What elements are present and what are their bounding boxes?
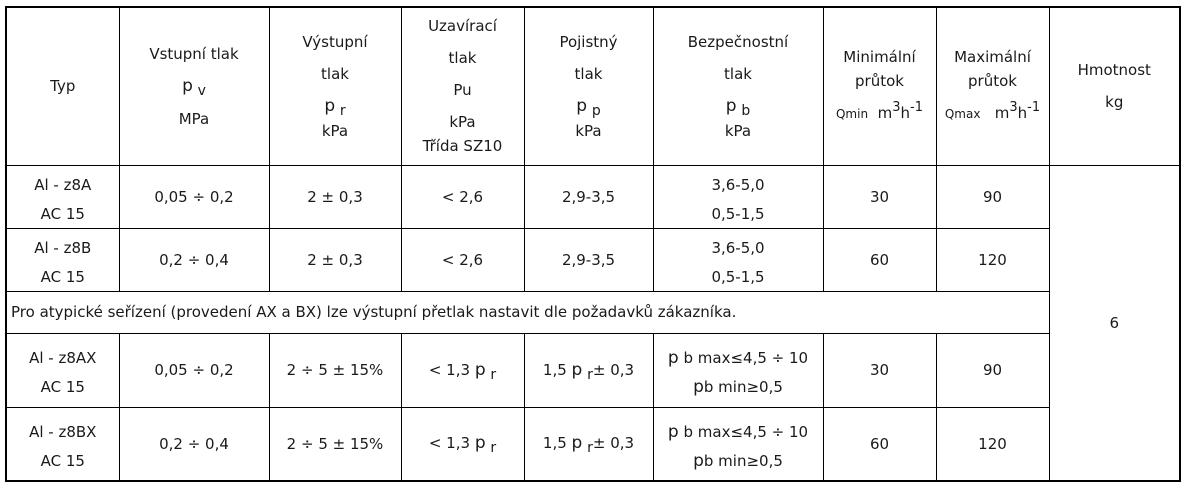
table-row (6, 165, 1180, 228)
header-vstupni-tlak: Vstupní tlak p v MPa (119, 7, 269, 165)
cell-qmin: 30 (823, 333, 936, 407)
cell-pojistny: 2,9-3,5 (524, 228, 653, 291)
table-row (6, 407, 1180, 481)
header-row (6, 7, 1180, 165)
cell-qmax: 90 (936, 165, 1049, 228)
cell-typ: Al - z8AX AC 15 (6, 333, 119, 407)
cell-vystupni: 2 ÷ 5 ± 15% (269, 333, 401, 407)
cell-qmax: 120 (936, 407, 1049, 481)
note-row (6, 291, 1180, 333)
cell-qmax: 90 (936, 333, 1049, 407)
cell-typ: Al - z8BX AC 15 (6, 407, 119, 481)
cell-pojistny: 2,9-3,5 (524, 165, 653, 228)
cell-vstupni: 0,05 ÷ 0,2 (119, 333, 269, 407)
cell-vstupni: 0,2 ÷ 0,4 (119, 228, 269, 291)
cell-qmin: 30 (823, 165, 936, 228)
cell-uzaviraci: < 2,6 (401, 165, 524, 228)
header-minimalni-prutok: Minimální průtok Qmin m3h-1 (823, 7, 936, 165)
header-uzaviraci-tlak: Uzavírací tlak Pu kPa Třída SZ10 (401, 7, 524, 165)
cell-uzaviraci: < 1,3 p r (401, 333, 524, 407)
cell-vystupni: 2 ± 0,3 (269, 228, 401, 291)
cell-uzaviraci: < 1,3 p r (401, 407, 524, 481)
cell-vstupni: 0,2 ÷ 0,4 (119, 407, 269, 481)
spec-table (5, 6, 1181, 482)
cell-vstupni: 0,05 ÷ 0,2 (119, 165, 269, 228)
cell-bezpecnostni: 3,6-5,0 0,5-1,5 (653, 165, 823, 228)
cell-qmin: 60 (823, 407, 936, 481)
header-pojistny-tlak: Pojistný tlak p p kPa (524, 7, 653, 165)
header-vystupni-tlak: Výstupní tlak p r kPa (269, 7, 401, 165)
cell-vystupni: 2 ÷ 5 ± 15% (269, 407, 401, 481)
note-text: Pro atypické seřízení (provedení AX a BX) lze výstupní přetlak nastavit dle požadavků zákazníka. (6, 291, 1049, 333)
cell-bezpecnostni: 3,6-5,0 0,5-1,5 (653, 228, 823, 291)
cell-qmax: 120 (936, 228, 1049, 291)
cell-hmotnost: 6 (1049, 165, 1180, 481)
cell-pojistny: 1,5 p r± 0,3 (524, 333, 653, 407)
header-maximalni-prutok: Maximální průtok Qmax m3h-1 (936, 7, 1049, 165)
cell-vystupni: 2 ± 0,3 (269, 165, 401, 228)
cell-pojistny: 1,5 p r± 0,3 (524, 407, 653, 481)
table-row (6, 333, 1180, 407)
cell-typ: Al - z8B AC 15 (6, 228, 119, 291)
header-typ: Typ (6, 7, 119, 165)
header-bezpecnostni-tlak: Bezpečnostní tlak p b kPa (653, 7, 823, 165)
table-row (6, 228, 1180, 291)
cell-uzaviraci: < 2,6 (401, 228, 524, 291)
cell-qmin: 60 (823, 228, 936, 291)
cell-bezpecnostni: p b max≤4,5 ÷ 10 pb min≥0,5 (653, 333, 823, 407)
cell-typ: Al - z8A AC 15 (6, 165, 119, 228)
cell-bezpecnostni: p b max≤4,5 ÷ 10 pb min≥0,5 (653, 407, 823, 481)
header-hmotnost: Hmotnost kg (1049, 7, 1180, 165)
